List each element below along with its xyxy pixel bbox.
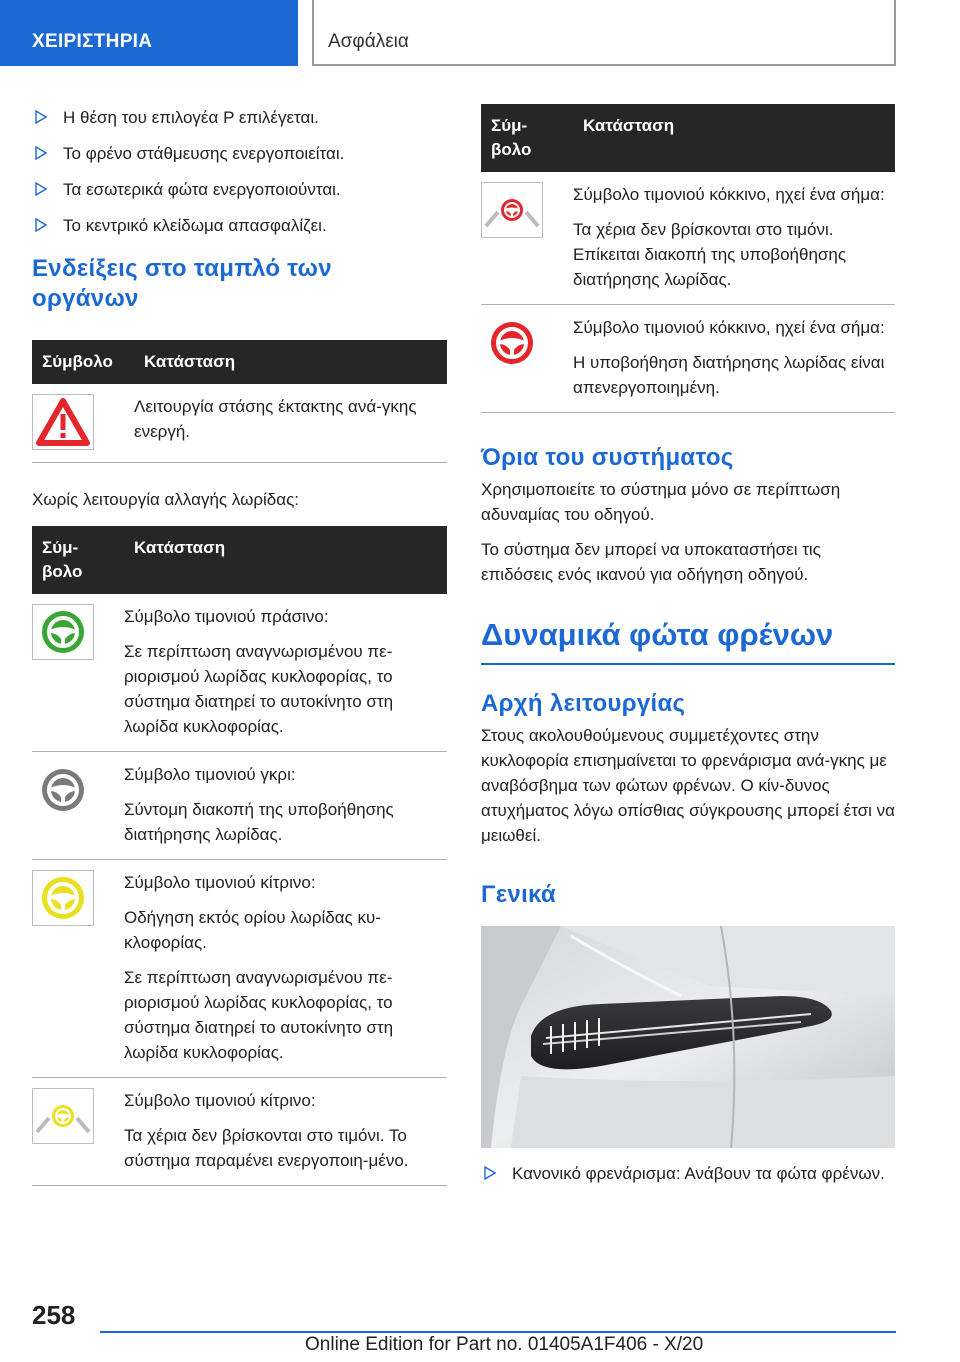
- table-row: Σύμβολο τιμονιού κίτρινο: Οδήγηση εκτός ορίου λωρίδας κυ-κλοφορίας. Σε περίπτωση αναγνωρισμένου πε-ριορισμού λωρίδας κυκλοφορίας, το σύστημα διατηρεί το αυτοκίνητο στη λωρίδα κυκλοφορίας.: [32, 860, 447, 1078]
- symbol-table-lane-red: [481, 104, 895, 413]
- bullet-list: [481, 1162, 895, 1186]
- instrument-cluster-heading: Ενδείξεις στο ταμπλό των οργάνων: [32, 255, 332, 312]
- steering-wheel-red-lanes-icon: [481, 182, 543, 238]
- table-row: Σύμβολο τιμονιού κόκκινο, ηχεί ένα σήμα: Τα χέρια δεν βρίσκονται στο τιμόνι. Επίκειται διακοπή της υποβοήθησης διατήρησης λωρίδας.: [481, 172, 895, 305]
- limits-paragraph-2: Το σύστημα δεν μπορεί να υποκαταστήσει τις επιδόσεις ενός ικανού για οδήγηση οδηγού.: [481, 540, 821, 584]
- steering-wheel-green-icon: [32, 604, 94, 660]
- general-heading: Γενικά: [481, 881, 556, 908]
- subtitle-no-lane-change: Χωρίς λειτουργία αλλαγής λωρίδας:: [32, 490, 299, 509]
- column-header-symbol: Σύμ-βολο: [32, 526, 124, 594]
- left-column: [32, 100, 447, 1186]
- list-item: Κανονικό φρενάρισμα: Ανάβουν τα φώτα φρένων.: [481, 1162, 895, 1186]
- steering-wheel-gray-icon: [32, 762, 94, 818]
- steering-wheel-yellow-lanes-icon: [32, 1088, 94, 1144]
- page-header: [0, 0, 960, 66]
- symbol-table-emergency: [32, 340, 447, 463]
- table-row: Σύμβολο τιμονιού κόκκινο, ηχεί ένα σήμα: Η υποβοήθηση διατήρησης λωρίδας είναι απενεργοποιημένη.: [481, 305, 895, 413]
- list-item: Τα εσωτερικά φώτα ενεργοποιούνται.: [32, 178, 447, 202]
- column-header-status: Κατάσταση: [134, 340, 447, 384]
- triangle-bullet-icon: [35, 109, 47, 125]
- right-column: [481, 104, 895, 1198]
- chapter-tab[interactable]: ΧΕΙΡΙΣΤΗΡΙΑ: [0, 0, 298, 66]
- list-item: Η θέση του επιλογέα P επιλέγεται.: [32, 106, 447, 130]
- table-row: Σύμβολο τιμονιού πράσινο: Σε περίπτωση αναγνωρισμένου πε-ριορισμού λωρίδας κυκλοφορίας, το σύστημα διατηρεί το αυτοκίνητο στη λωρίδα κυκλοφορίας.: [32, 594, 447, 752]
- footer-divider: [100, 1331, 896, 1333]
- column-header-symbol: Σύμ-βολο: [481, 104, 573, 172]
- steering-wheel-yellow-icon: [32, 870, 94, 926]
- principle-paragraph: Στους ακολουθούμενους συμμετέχοντες στην κυκλοφορία επισημαίνεται το φρενάρισμα ανά-γκης με αναβόσβημα των φώτων φρένων. Ο κίν-δυνος ατυχήματος λόγω οπίσθιας σύγκρουσης μπορεί έτσι να μειωθεί.: [481, 726, 896, 845]
- principle-heading: Αρχή λειτουργίας: [481, 690, 686, 717]
- column-header-status: Κατάσταση: [124, 526, 447, 594]
- symbol-table-lane: [32, 526, 447, 1186]
- list-item: Το φρένο στάθμευσης ενεργοποιείται.: [32, 142, 447, 166]
- limits-paragraph-1: Χρησιμοποιείτε το σύστημα μόνο σε περίπτωση αδυναμίας του οδηγού.: [481, 480, 841, 524]
- table-row: Σύμβολο τιμονιού γκρι: Σύντομη διακοπή της υποβοήθησης διατήρησης λωρίδας.: [32, 752, 447, 860]
- table-row: Λειτουργία στάσης έκτακτης ανά-γκης ενεργή.: [32, 384, 447, 463]
- list-item: Το κεντρικό κλείδωμα απασφαλίζει.: [32, 214, 447, 238]
- footer-edition: Online Edition for Part no. 01405A1F406 - X/20: [305, 1334, 704, 1355]
- dynamic-brake-lights-heading: Δυναμικά φώτα φρένων: [481, 615, 895, 665]
- system-limits-heading: Όρια του συστήματος: [481, 444, 734, 471]
- triangle-bullet-icon: [35, 145, 47, 161]
- triangle-bullet-icon: [35, 217, 47, 233]
- table-row: Σύμβολο τιμονιού κίτρινο: Τα χέρια δεν βρίσκονται στο τιμόνι. Το σύστημα παραμένει ενεργοποιη-μένο.: [32, 1078, 447, 1186]
- triangle-bullet-icon: [484, 1165, 496, 1181]
- section-title: Ασφάλεια: [312, 0, 896, 66]
- steering-wheel-red-icon: [481, 315, 543, 371]
- column-header-status: Κατάσταση: [573, 104, 895, 172]
- tail-light-photo: [481, 926, 895, 1148]
- warning-triangle-icon: [32, 394, 94, 450]
- page-number: 258: [32, 1300, 76, 1330]
- bullet-list: [32, 106, 447, 238]
- triangle-bullet-icon: [35, 181, 47, 197]
- column-header-symbol: Σύμβολο: [32, 340, 134, 384]
